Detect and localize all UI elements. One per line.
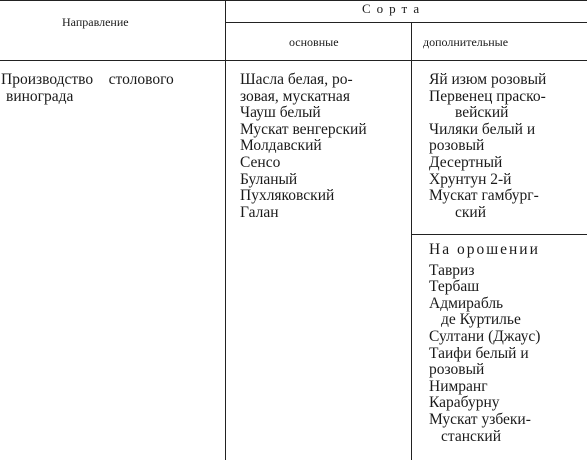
irrigation-variety-line: де Куртилье bbox=[441, 311, 521, 329]
additional-variety-line: Десертный bbox=[429, 153, 503, 171]
table-top-rule bbox=[0, 0, 587, 1]
additional-variety-line: Первенец праско- bbox=[429, 87, 546, 105]
additional-variety-line: вейский bbox=[455, 104, 509, 122]
main-varieties-header: основные bbox=[289, 35, 339, 49]
header-bottom-rule bbox=[0, 60, 587, 61]
direction-line: винограда bbox=[6, 87, 74, 105]
additional-variety-line: ский bbox=[455, 203, 486, 221]
irrigation-variety-line: Султани (Джаус) bbox=[429, 327, 541, 345]
irrigation-variety-line: станский bbox=[441, 427, 502, 445]
irrigation-cell bbox=[429, 242, 540, 445]
main-variety-line: Буланый bbox=[240, 170, 298, 188]
irrigation-heading: На орошении bbox=[429, 241, 540, 258]
irrigation-variety-line: Таифи белый и bbox=[429, 344, 529, 362]
direction-cell bbox=[1, 72, 174, 105]
main-variety-line: Шасла белая, ро- bbox=[240, 71, 353, 88]
additional-varieties-header: дополнительные bbox=[423, 35, 509, 49]
irrigation-variety-line: Тербаш bbox=[429, 278, 480, 296]
main-variety-line: Сенсо bbox=[240, 153, 281, 171]
varieties-subheader-rule bbox=[226, 22, 587, 23]
irrigation-variety-line: Нимранг bbox=[429, 377, 488, 395]
additional-variety-line: Чиляки белый и bbox=[429, 120, 536, 138]
main-variety-line: Чауш белый bbox=[240, 104, 321, 122]
direction-column-header: Направление bbox=[62, 15, 129, 29]
irrigation-variety-line: Карабурну bbox=[429, 394, 500, 412]
body-additional-column-divider bbox=[411, 61, 412, 460]
additional-varieties-cell bbox=[429, 72, 546, 221]
main-variety-line: Мускат венгерский bbox=[240, 120, 367, 138]
irrigation-variety-line: розовый bbox=[429, 361, 485, 379]
irrigation-variety-line: Мускат узбеки- bbox=[429, 410, 531, 428]
additional-variety-line: розовый bbox=[429, 137, 485, 155]
direction-line: Производство столового bbox=[1, 71, 174, 88]
varieties-column-header: Сорта bbox=[362, 1, 426, 16]
additional-variety-line: Яй изюм розовый bbox=[429, 71, 547, 88]
irrigation-variety-line: Тавриз bbox=[429, 261, 475, 279]
main-variety-line: зовая, мускатная bbox=[240, 87, 350, 105]
main-variety-line: Молдавский bbox=[240, 137, 322, 155]
main-varieties-cell bbox=[240, 72, 367, 221]
main-variety-line: Пухляковский bbox=[240, 187, 335, 205]
irrigation-section-rule bbox=[411, 234, 587, 235]
varieties-subcolumn-divider bbox=[411, 23, 412, 60]
additional-variety-line: Мускат гамбург- bbox=[429, 187, 539, 205]
main-variety-line: Галан bbox=[240, 203, 279, 221]
header-column-divider bbox=[225, 0, 226, 60]
additional-variety-line: Хрунтун 2-й bbox=[429, 170, 512, 188]
irrigation-variety-line: Адмирабль bbox=[429, 294, 504, 312]
body-main-column-divider bbox=[225, 61, 226, 460]
